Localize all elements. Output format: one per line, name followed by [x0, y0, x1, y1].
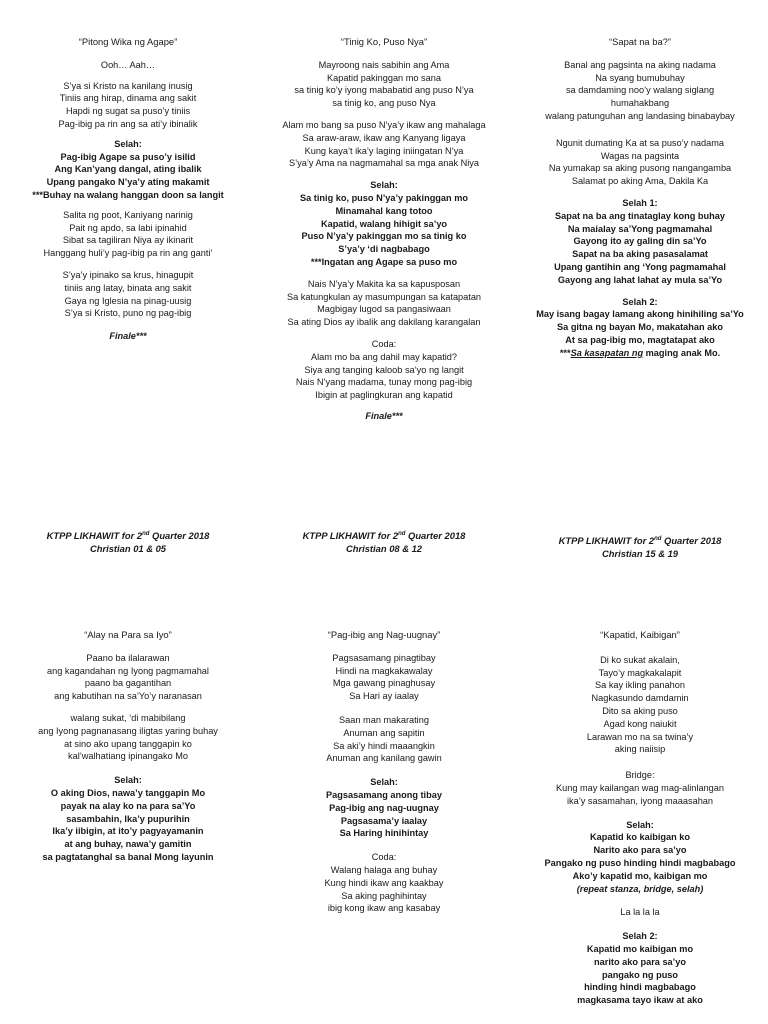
stanza	[512, 906, 768, 919]
finale-marker: Finale***	[109, 331, 147, 342]
header-title-rest: Quarter 2018	[405, 530, 466, 541]
lyric-line: Selah:	[626, 819, 654, 830]
stanza-selah	[256, 776, 512, 840]
stanza	[0, 209, 256, 260]
lyric-line: S’ya’y ‘di nagbabago	[338, 244, 430, 255]
stanza-bridge	[512, 769, 768, 807]
underlined-text: Sa kasapatan ng	[570, 347, 644, 358]
lyric-line: Anuman ang kanilang gawin	[326, 753, 442, 764]
lyric-line: Sa kay ikling panahon	[595, 680, 685, 691]
stanza-selah	[0, 774, 256, 864]
lyric-line: paano ba gagantihan	[84, 678, 172, 689]
lyric-line: S’ya si Kristo, puno ng pag-ibig	[64, 308, 192, 319]
lyric-line: magkasama tayo ikaw at ako	[577, 995, 703, 1006]
lyric-line: ibig kong ikaw ang kasabay	[327, 903, 441, 914]
lyric-line: Gayong ito ay galing din sa’Yo	[573, 236, 707, 247]
lyric-line: Sa araw-araw, ikaw ang Kanyang ligaya	[302, 132, 466, 143]
lyric-line: Nais N’yang madama, tunay mong pag-ibig	[295, 377, 473, 388]
lyric-line: Selah 2:	[622, 931, 658, 942]
lyric-line: Pagsasamang pinagtibay	[332, 652, 436, 663]
song-pitong-wika	[0, 36, 256, 343]
stanza	[512, 137, 768, 188]
lyric-line: Upang pangako N’ya’y ating makamit	[46, 177, 210, 188]
lyric-line: Ang Kan’yang dangal, ating ibalik	[54, 164, 202, 175]
lyric-line: Mga gawang pinaghusay	[332, 678, 436, 689]
lyric-line: Hapdi ng sugat sa puso’y tiniis	[65, 106, 191, 117]
lyric-line: Tiniis ang hirap, dinama ang sakit	[59, 93, 197, 104]
lyric-line: Di ko sukat akalain,	[600, 654, 680, 665]
header-sup: nd	[654, 536, 662, 542]
lyric-line: Sibat sa tagiliran Niya ay ikinarit	[62, 235, 194, 246]
lyric-line: ang kabutihan na sa’Yo’y naranasan	[54, 691, 202, 702]
lyric-line: Hanggang huli’y pag-ibig pa rin ang ganti’	[43, 248, 213, 259]
stanza-selah	[0, 138, 256, 202]
stanza	[256, 652, 512, 703]
header-sup: nd	[142, 531, 150, 537]
lyric-line: Sa aking paghihintay	[341, 890, 427, 901]
lyric-line: Pag-ibig ang nag-uugnay	[329, 802, 439, 813]
lyric-line: Pangako ng puso hinding hindi magbabago	[544, 857, 736, 868]
lyric-line: Selah:	[114, 138, 142, 149]
header-title	[0, 528, 256, 542]
lyric-line: Puso N’ya’y pakinggan mo sa tinig ko	[301, 231, 467, 242]
lyric-line: Gaya ng Iglesia na pinag-uusig	[64, 295, 192, 306]
finale-marker: Finale***	[365, 410, 403, 421]
lyric-line: Kapatid mo kaibigan mo	[586, 943, 694, 954]
stanza	[512, 654, 768, 756]
header-title-text: KTPP LIKHAWIT for 2	[558, 535, 655, 546]
lyric-line: Kapatid ko kaibigan ko	[589, 832, 691, 843]
lyric-line: Pagsasama’y iaalay	[340, 815, 428, 826]
booklet-header-3	[512, 533, 768, 560]
lyric-line: sa pagtatanghal sa banal Mong layunin	[42, 851, 214, 862]
stanza	[256, 278, 512, 329]
song-title: “Alay na Para sa Iyo”	[84, 629, 172, 640]
lyric-line: Bridge:	[625, 770, 655, 781]
lyric-line: Sapat na ba aking pasasalamat	[572, 249, 708, 260]
lyric-line: Paano ba ilalarawan	[86, 652, 170, 663]
lyric-line: Sapat na ba ang tinataglay kong buhay	[554, 210, 725, 221]
booklet-header-2	[256, 528, 512, 555]
lyric-line: Pag-ibig Agape sa puso’y isilid	[60, 151, 196, 162]
lyric-line: O aking Dios, nawa’y tanggapin Mo	[50, 787, 206, 798]
lyric-line: Salita ng poot, Kaniyang narinig	[63, 209, 193, 220]
lyric-line: Kapatid pakinggan mo sana	[327, 72, 441, 83]
lyric-line: Nais N’ya’y Makita ka sa kapusposan	[307, 278, 461, 289]
lyric-line: Na yumakap sa aking pusong nangangamba	[548, 163, 732, 174]
lyric-line: Mayroong nais sabihin ang Ama	[318, 59, 450, 70]
lyric-line: Minamahal kang totoo	[335, 205, 433, 216]
header-title	[256, 528, 512, 542]
lyric-line: Magbigay lugod sa pangasiwaan	[317, 304, 451, 315]
header-sup: nd	[398, 531, 406, 537]
stanza	[0, 59, 256, 72]
lyric-line: sasambahin, Ika’y pupurihin	[66, 813, 190, 824]
lyric-line: aking naiisip	[614, 744, 666, 755]
lyric-line: Sa Hari ay iaalay	[349, 691, 419, 702]
lyric-line: Coda:	[371, 852, 397, 863]
lyric-line: Saan man makarating	[339, 714, 429, 725]
stanza-selah-2	[512, 930, 768, 1007]
lyric-line: Ako’y kapatid mo, kaibigan mo	[572, 870, 708, 881]
lyric-line: May isang bagay lamang akong hinihiling sa’Yo	[536, 309, 744, 320]
lyric-line: sa tinig ko’y iyong mababatid ang puso N’ya	[294, 85, 474, 96]
lyric-line: Na maialay sa’Yong pagmamahal	[567, 223, 713, 234]
header-title	[512, 533, 768, 547]
song-title: “Pag-ibig ang Nag-uugnay”	[327, 629, 441, 640]
stanza-selah-1	[512, 197, 768, 287]
lyric-line: Larawan mo na sa twina’y	[586, 731, 694, 742]
lyric-line: Selah 1:	[622, 197, 658, 208]
header-title-text: KTPP LIKHAWIT for 2	[46, 530, 143, 541]
stanza-coda	[256, 851, 512, 915]
lyric-line: Pait ng apdo, sa labi ipinahid	[69, 222, 187, 233]
lyric-line: Na syang bumubuhay	[595, 72, 685, 83]
lyric-line: Kung kaya’t ika’y laging iniingatan N’ya	[304, 145, 464, 156]
song-kapatid-kaibigan	[512, 629, 768, 1014]
lyric-line: Pag-ibig pa rin ang sa ati’y ibinalik	[58, 118, 198, 129]
lyric-line: Selah:	[370, 180, 398, 191]
header-title-rest: Quarter 2018	[149, 530, 210, 541]
lyric-line: Pagsasamang anong tibay	[326, 789, 442, 800]
lyric-line: at ang buhay, nawa’y gamitin	[64, 839, 192, 850]
booklet-header-1	[0, 528, 256, 555]
song-title: “Tinig Ko, Puso Nya”	[340, 36, 428, 47]
lyric-line: hinding hindi magbabago	[584, 982, 696, 993]
lyric-line: Alam mo ba ang dahil may kapatid?	[310, 351, 458, 362]
lyric-line: ang Iyong pagnanasang iligtas yaring buhay	[38, 725, 218, 736]
stanza	[0, 712, 256, 763]
lyric-line: S’ya’y ipinako sa krus, hinagupit	[62, 269, 194, 280]
lyric-line: sa damdaming noo’y walang siglang	[565, 85, 715, 96]
lyric-line: Sa aki’y hindi maaangkin	[333, 740, 435, 751]
lyric-line: Walang halaga ang buhay	[330, 864, 438, 875]
lyric-line: Ngunit dumating Ka at sa puso’y nadama	[555, 137, 725, 148]
lyric-line: Dito sa aking puso	[602, 705, 678, 716]
lyric-line: S’ya si Kristo na kanilang inusig	[63, 80, 193, 91]
lyric-line: Sa tinig ko, puso N’ya’y pakinggan mo	[300, 192, 468, 203]
lyric-line: payak na alay ko na para sa’Yo	[60, 800, 196, 811]
lyric-line: Narito ako para sa’yo	[593, 845, 687, 856]
lyric-line: Gayong ang lahat lahat ay mula sa’Yo	[557, 274, 723, 285]
lyric-line: Upang gantihin ang ‘Yong pagmamahal	[554, 261, 726, 272]
song-tinig-ko	[256, 36, 512, 423]
lyric-line: Selah:	[114, 775, 142, 786]
lyric-line: at sino ako upang tanggapin ko	[64, 738, 192, 749]
lyric-line: Ika’y iibigin, at ito’y pagyayamanin	[52, 826, 204, 837]
lyric-line: Selah:	[370, 777, 398, 788]
song-sapat-na-ba	[512, 36, 768, 367]
lyric-line: kal’walhatiang ipinangako Mo	[67, 751, 189, 762]
song-alay-na-para-sa-iyo	[0, 629, 256, 871]
lyric-line: Banal ang pagsinta na aking nadama	[564, 59, 716, 70]
lyric-line: Sa katungkulan ay masumpungan sa katapatan	[286, 291, 482, 302]
stanza	[0, 269, 256, 320]
stanza	[512, 59, 768, 123]
lyric-line: tiniis ang latay, binata ang sakit	[64, 282, 192, 293]
lyric-line: Nagkasundo damdamin	[591, 693, 689, 704]
lyric-line: Kung may kailangan wag mag-alinlangan	[555, 782, 725, 793]
lyric-line: Alam mo bang sa puso N’ya’y ikaw ang mahalaga	[282, 119, 486, 130]
lyric-line: pangako ng puso	[601, 969, 679, 980]
lyric-line: Coda:	[371, 338, 397, 349]
header-title-rest: Quarter 2018	[661, 535, 722, 546]
song-title: “Kapatid, Kaibigan”	[600, 629, 680, 640]
song-title: “Pitong Wika ng Agape”	[78, 36, 178, 47]
lyric-line-final	[512, 347, 768, 360]
lyric-line: Kung hindi ikaw ang kaakbay	[324, 877, 444, 888]
song-title: “Sapat na ba?”	[608, 36, 672, 47]
lyric-line: Sa gitna ng bayan Mo, makatahan ako	[557, 322, 723, 333]
lyric-line: Ibigin at paglingkuran ang kapatid	[315, 390, 453, 401]
stanza	[0, 80, 256, 131]
lyric-line: sa tinig ko, ang puso Nya	[332, 98, 436, 109]
lyric-line: Hindi na magkakawalay	[335, 665, 433, 676]
header-subtitle: Christian 08 & 12	[345, 543, 423, 554]
lyric-line: Agad kong naiukit	[603, 718, 677, 729]
lyric-line: ***Ingatan ang Agape sa puso mo	[310, 256, 458, 267]
stanza-selah-2	[512, 296, 768, 360]
song-pag-ibig-ang-nag-uugnay	[256, 629, 512, 922]
header-title-text: KTPP LIKHAWIT for 2	[302, 530, 399, 541]
header-subtitle: Christian 01 & 05	[89, 543, 167, 554]
lyric-line: Anuman ang sapitin	[343, 727, 425, 738]
lyric-line: Siya ang tanging kaloob sa’yo ng langit	[304, 364, 464, 375]
stanza	[256, 119, 512, 170]
lyric-line: walang sukat, ‘di mabibilang	[70, 712, 186, 723]
lyric-line: Kapatid, walang hihigit sa’yo	[320, 218, 448, 229]
stanza	[0, 652, 256, 703]
lyric-line: ika’y sasamahan, iyong maaasahan	[566, 795, 714, 806]
lyric-line: Wagas na pagsinta	[600, 150, 680, 161]
lyric-line: S’ya’y Ama na nagmamahal sa mga anak Niya	[289, 158, 479, 169]
stanza-selah	[512, 819, 768, 896]
marker-text: ***	[559, 347, 571, 358]
lyric-line: ***Buhay na walang hanggan doon sa langit	[32, 189, 224, 200]
lyric-line: Tayo’y magkakalapit	[598, 667, 682, 678]
stanza	[256, 714, 512, 765]
lyric-text: maging anak Mo.	[643, 347, 721, 358]
lyric-line: Ooh… Aah…	[100, 59, 156, 70]
stanza-coda	[256, 338, 512, 402]
lyric-line: walang patunguhan ang landasing binabaybay	[545, 110, 735, 121]
lyric-line: At sa pag-ibig mo, magtatapat ako	[565, 334, 715, 345]
repeat-note: (repeat stanza, bridge, selah)	[576, 883, 704, 894]
lyric-line: ang kagandahan ng Iyong pagmamahal	[47, 665, 209, 676]
lyric-line: La la la la	[620, 907, 660, 918]
stanza-selah	[256, 179, 512, 269]
lyric-line: Selah 2:	[622, 296, 658, 307]
stanza	[256, 59, 512, 110]
lyric-line: Sa ating Dios ay ibalik ang dakilang karangalan	[287, 317, 481, 328]
lyric-line: Sa Haring hinihintay	[339, 828, 429, 839]
lyric-line: humahakbang	[610, 98, 670, 109]
lyric-line: Salamat po aking Ama, Dakila Ka	[571, 176, 709, 187]
lyric-line: narito ako para sa’yo	[594, 956, 686, 967]
header-subtitle: Christian 15 & 19	[601, 548, 679, 559]
